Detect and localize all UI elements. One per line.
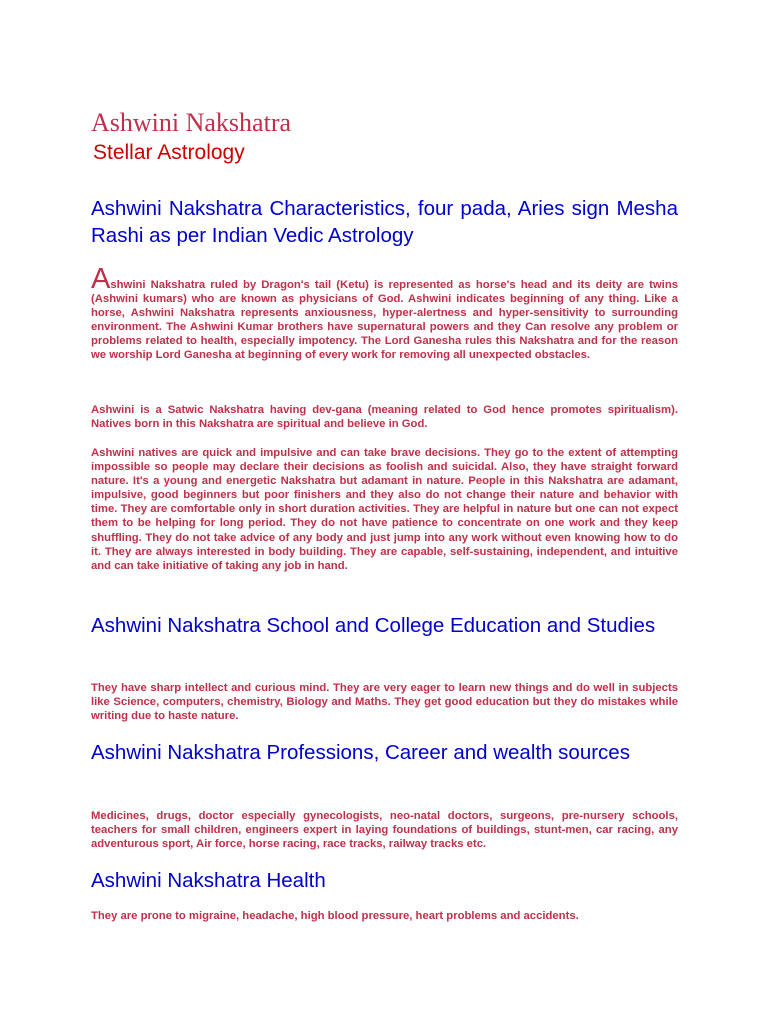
paragraph-nature: Ashwini natives are quick and impulsive and can take brave decisions. They go to the extent of attempting impossible so people may declare their decisions as foolish and suicidal. Also, they have straight forward nature. It's a young and energetic Nakshatra but adamant in nature. People in this Nakshatra are adamant, impulsive, good beginners but poor finishers and they also do not change their nature and behavior with time. They are comfortable only in short duration activities. They are helpful in nature but one can not expect them to be helping for long period. They do not have patience to concentrate on one work and they keep shuffling. They do not take advice of any body and just jump into any work without even knowing how to do it. They are always interested in body building. They are capable, self-sustaining, independent, and intuitive and can take initiative of taking any job in hand. [91, 447, 678, 572]
paragraph-health: They are prone to migraine, headache, high blood pressure, heart problems and accidents. [91, 910, 579, 922]
paragraph-text: shwini Nakshatra ruled by Dragon's tail (Ketu) is represented as horse's head and its deity are twins (Ashwini kumars) who are known as physicians of God. Ashwini indicates beginning of any thing. Like a horse, Ashwini Nakshatra represents anxiousness, hyper-alertness and hyper-sensitivity to surrounding environment. The Ashwini Kumar brothers have supernatural powers and they Can resolve any problem or problems related to health, especially impotency. The Lord Ganesha rules this Nakshatra and for the reason we worship Lord Ganesha at beginning of every work for removing all unexpected obstacles. [91, 279, 678, 362]
paragraph-education: They have sharp intellect and curious mind. They are very eager to learn new things and do well in subjects like Science, computers, chemistry, Biology and Maths. They get good education but they do mistakes while writing due to haste nature. [91, 682, 678, 723]
section-heading-professions: Ashwini Nakshatra Professions, Career and wealth sources [91, 741, 630, 764]
paragraph-professions: Medicines, drugs, doctor especially gynecologists, neo-natal doctors, surgeons, pre-nursery schools, teachers for small children, engineers expert in laying foundations of buildings, stunt-men, car racing, any adventurous sport, Air force, horse racing, race tracks, railway tracks etc. [91, 810, 678, 851]
paragraph-satwic: Ashwini is a Satwic Nakshatra having dev-gana (meaning related to God hence promotes spiritualism). Natives born in this Nakshatra are spiritual and believe in God. [91, 404, 678, 431]
document-subtitle: Stellar Astrology [93, 141, 245, 164]
section-heading-health: Ashwini Nakshatra Health [91, 869, 326, 892]
section-heading-characteristics: Ashwini Nakshatra Characteristics, four pada, Aries sign Mesha Rashi as per Indian Vedic Astrology [91, 197, 678, 247]
section-heading-education: Ashwini Nakshatra School and College Education and Studies [91, 614, 656, 637]
document-title: Ashwini Nakshatra [91, 108, 292, 137]
drop-cap: A [91, 263, 111, 295]
paragraph-ketu-intro [91, 263, 678, 363]
